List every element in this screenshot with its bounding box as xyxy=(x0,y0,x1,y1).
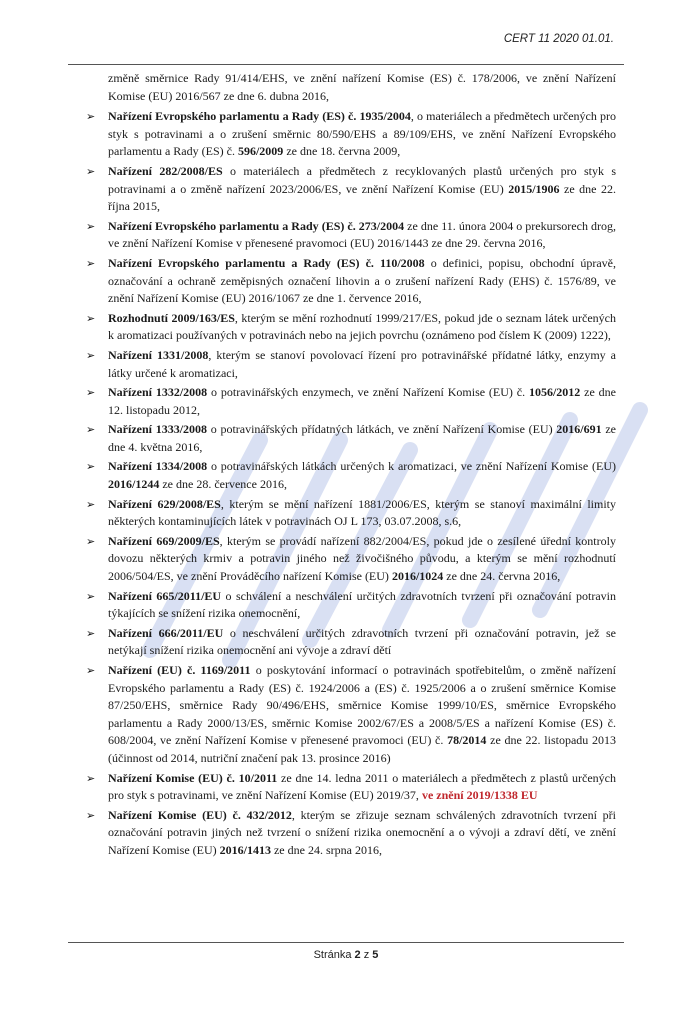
footer-total-pages: 5 xyxy=(372,949,379,961)
regulation-text: o potravinářských látkách určených k aromatizaci, ve znění Nařízení Komise (EU) xyxy=(207,459,616,474)
arrowhead-bullet-icon: ➢ xyxy=(86,219,96,233)
regulation-text: o materiálech a předmětech z recyklovaných plastů určených pro styk s potravinami a o změně nařízení 2023/2006/ES, ve znění Nařízení Komise (EU) xyxy=(108,163,616,196)
regulation-text-tail: ze dne 24. června 2016, xyxy=(443,569,561,584)
amendment-number: 2016/1024 xyxy=(391,569,444,584)
arrowhead-bullet-icon: ➢ xyxy=(86,497,96,511)
regulation-title: Nařízení 1333/2008 xyxy=(108,422,208,437)
continuation-paragraph xyxy=(86,70,616,105)
regulation-title: Rozhodnutí 2009/163/ES xyxy=(108,310,235,325)
list-item xyxy=(86,807,616,860)
regulation-title: Nařízení 1334/2008 xyxy=(108,459,208,474)
list-item xyxy=(86,588,616,623)
header-divider xyxy=(68,64,624,65)
regulation-text: ze dne 14. ledna 2011 o materiálech a předmětech z plastů určených pro styk s potravinami, ve znění Nařízení Komise (EU) 2019/37, xyxy=(108,770,616,803)
arrowhead-bullet-icon: ➢ xyxy=(86,348,96,362)
document-code: CERT 11 2020 01.01. xyxy=(503,33,614,45)
document-body xyxy=(86,70,616,862)
regulation-text-tail: ze dne 4. května 2016, xyxy=(108,422,616,454)
amendment-number: 78/2014 xyxy=(447,733,487,748)
list-item xyxy=(86,347,616,382)
regulation-title: Nařízení Komise (EU) č. 10/2011 xyxy=(108,770,278,785)
regulation-text: o schválení a neschválení určitých zdravotních tvrzení při označování potravin týkajících se snížení rizika onemocnění, xyxy=(108,588,616,621)
regulation-text: ze dne 11. února 2004 o prekursorech drog, ve znění Nařízení Komise v přenesené pravomoci (EU) 2016/1443 ze dne 29. června 2016, xyxy=(108,218,616,251)
intro-text: změně směrnice Rady 91/414/EHS, ve znění nařízení Komise (ES) č. 178/2006, ve znění Nařízení Komise (EU) 2016/567 ze dne 6. dubna 2016, xyxy=(108,71,616,103)
regulation-title: Nařízení (EU) č. 1169/2011 xyxy=(108,663,251,677)
regulation-text-tail: ze dne 12. listopadu 2012, xyxy=(108,385,617,417)
amendment-number: 2015/1906 xyxy=(508,181,560,196)
regulation-text-tail: ze dne 24. srpna 2016, xyxy=(270,842,382,857)
list-item xyxy=(86,496,616,531)
arrowhead-bullet-icon: ➢ xyxy=(86,423,96,437)
regulation-text: , kterým se mění nařízení 1881/2006/ES, kterým se stanoví maximální limity některých kontaminujících látek v potravinách OJ L 173, 03.07.2008, s.6, xyxy=(108,496,616,529)
list-item xyxy=(86,310,616,345)
footer-divider xyxy=(68,942,624,943)
arrowhead-bullet-icon: ➢ xyxy=(86,110,96,124)
amendment-number: 2016/1244 xyxy=(108,477,160,492)
regulation-text-tail: ze dne 28. července 2016, xyxy=(159,477,287,492)
regulation-text: o neschválení určitých zdravotních tvrzení při označování potravin, jež se netýkají snížení rizika onemocnění ani vývoje a zdraví dětí xyxy=(108,625,617,658)
regulation-text: , kterým se provádí nařízení 882/2004/ES, pokud jde o zesílené úřední kontroly dovozu některých krmiv a potravin jiného než živočišného původu, a kterým se mění rozhodnutí 2006/504/ES, ve znění Prováděcího nařízení Komise (EU) xyxy=(108,533,616,584)
regulation-title: Nařízení 666/2011/EU xyxy=(108,625,224,640)
regulation-text-tail: ze dne 18. června 2009, xyxy=(283,144,401,159)
regulation-title: Nařízení Evropského parlamentu a Rady (ES) č. 273/2004 xyxy=(108,218,405,233)
list-item xyxy=(86,218,616,253)
regulation-title: Nařízení 665/2011/EU xyxy=(108,588,222,603)
regulation-text: , o materiálech a předmětech určených pro styk s potravinami a o zrušení směrnic 80/590/EHS a 89/109/EHS, ve znění Nařízení Evropského parlamentu a Rady (ES) č. xyxy=(108,109,616,159)
arrowhead-bullet-icon: ➢ xyxy=(86,626,96,640)
page-footer xyxy=(0,949,692,961)
arrowhead-bullet-icon: ➢ xyxy=(86,534,96,548)
list-item xyxy=(86,108,616,161)
regulation-text: , kterým se mění rozhodnutí 1999/217/ES, pokud jde o seznam látek určených k aromatizaci používaných v potravinách nebo na jejich povrchu (oznámeno pod číslem K (2009) 1222), xyxy=(108,310,616,343)
regulation-text-tail: ze dne 22. listopadu 2013 (účinnost od 2014, nutriční značení pak 13. prosince 2016) xyxy=(108,733,616,765)
regulation-title: Nařízení Evropského parlamentu a Rady (ES) č. 1935/2004 xyxy=(108,109,411,124)
amendment-number: 596/2009 xyxy=(237,144,284,159)
regulation-text: , kterým se zřizuje seznam schválených zdravotních tvrzení při označování potravin jiných než tvrzení o snížení rizika onemocnění a o vývoji a zdraví dětí, ve znění Nařízení Komise (EU) xyxy=(108,807,616,857)
regulation-text-tail: ze dne 22. října 2015, xyxy=(108,181,616,214)
regulation-text: o definici, popisu, obchodní úpravě, označování a ochraně zeměpisných označení lihovin a o zrušení nařízení Rady (EHS) č. 1576/89, ve znění Nařízení Komise (EU) 2016/1067 ze dne 1. července 2016, xyxy=(108,255,616,306)
regulation-text: , kterým se stanoví povolovací řízení pro potravinářské přídatné látky, enzymy a látky určené k aromatizaci, xyxy=(108,347,616,380)
arrowhead-bullet-icon: ➢ xyxy=(86,808,96,822)
list-item xyxy=(86,533,616,586)
regulation-text: o poskytování informací o potravinách spotřebitelům, o změně nařízení Evropského parlamentu a Rady (ES) č. 1924/2006 a (ES) č. 1925/2006 a o zrušení směrnice Komise 87/250/EHS, směrnice Rady 90/496/EHS, směrnice Komise 1999/10/ES, směrnice Evropského parlamentu a Rady 2000/13/ES, směrnic Komise 2002/67/ES a 2008/5/ES a nařízení Komise (ES) č. 608/2004, ve znění Nařízení Komise v přenesené pravomoci (EU) č. xyxy=(108,663,616,748)
arrowhead-bullet-icon: ➢ xyxy=(86,386,96,400)
regulation-title: Nařízení Komise (EU) č. 432/2012 xyxy=(108,807,292,822)
list-item xyxy=(86,163,616,216)
list-item xyxy=(86,421,616,456)
regulation-title: Nařízení 629/2008/ES xyxy=(108,496,221,511)
list-item xyxy=(86,458,616,493)
regulation-text: o potravinářských přídatných látkách, ve znění Nařízení Komise (EU) xyxy=(207,422,557,437)
footer-current-page: 2 xyxy=(354,949,361,961)
amendment-number: 1056/2012 xyxy=(528,385,581,400)
regulation-list xyxy=(86,108,616,859)
arrowhead-bullet-icon: ➢ xyxy=(86,771,96,785)
arrowhead-bullet-icon: ➢ xyxy=(86,664,96,677)
list-item xyxy=(86,770,616,805)
regulation-title: Nařízení 282/2008/ES xyxy=(108,163,223,178)
list-item xyxy=(86,625,616,660)
arrowhead-bullet-icon: ➢ xyxy=(86,311,96,325)
arrowhead-bullet-icon: ➢ xyxy=(86,460,96,474)
list-item xyxy=(86,662,616,768)
arrowhead-bullet-icon: ➢ xyxy=(86,589,96,603)
arrowhead-bullet-icon: ➢ xyxy=(86,164,96,178)
regulation-title: Nařízení 669/2009/ES xyxy=(108,533,220,548)
footer-middle: z xyxy=(360,949,373,961)
regulation-title: Nařízení 1331/2008 xyxy=(108,347,209,362)
amendment-number: 2016/1413 xyxy=(219,842,271,857)
regulation-title: Nařízení Evropského parlamentu a Rady (ES) č. 110/2008 xyxy=(108,255,425,270)
amendment-number: 2016/691 xyxy=(556,422,602,437)
regulation-text: o potravinářských enzymech, ve znění Nařízení Komise (EU) č. xyxy=(207,385,529,400)
red-amendment-note: ve znění 2019/1338 EU xyxy=(421,788,538,803)
list-item xyxy=(86,384,616,419)
arrowhead-bullet-icon: ➢ xyxy=(86,256,96,270)
list-item xyxy=(86,255,616,308)
footer-prefix: Stránka xyxy=(313,949,355,961)
regulation-title: Nařízení 1332/2008 xyxy=(108,385,208,400)
